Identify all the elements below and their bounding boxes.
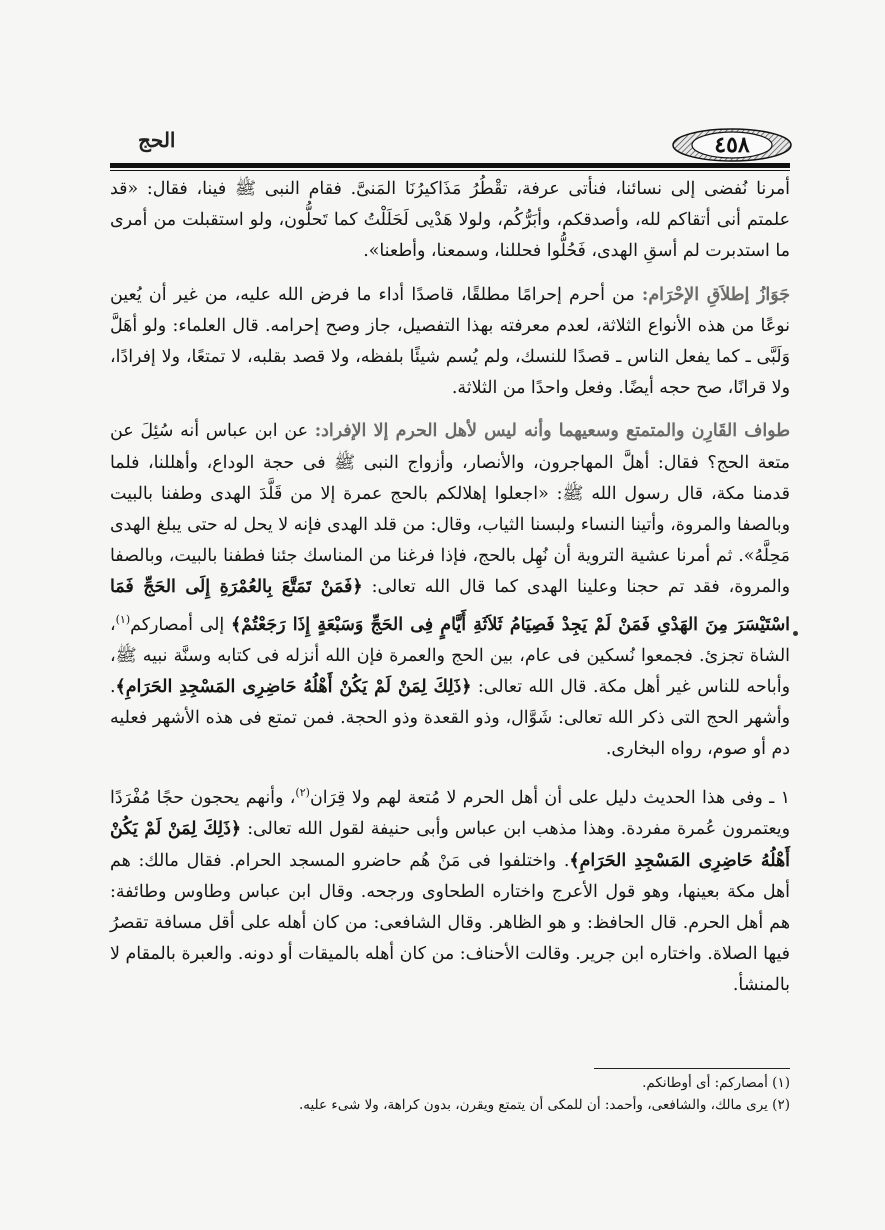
paragraph-2-text: من أحرم إحرامًا مطلقًا، قاصدًا أداء ما فرض الله عليه، من غير أن يُعين نوعًا من هذه الأنواع الثلاثة، لعدم معرفته بهذا التفصيل، جاز وصح إحرامه. قال العلماء: ولو أهَلَّ وَلَبَّى ـ كما يفعل الناس ـ قصدًا للنسك، ولم يُسم شيئًا بلفظه، ولا قصد بقلبه، لا تمتعًا، ولا إفرادًا، ولا قرانًا، صح حجه أيضًا. وفعل واحدًا من الثلاثة. — [110, 284, 790, 399]
paragraph-3-text-c: ، الشاة تجزئ. فجمعوا نُسكين فى عام، بين الحج والعمرة فإن الله أنزله فى كتابه وسنَّة نبيه ﷺ، وأباحه للناس غير أهل مكة. قال الله تعالى: — [110, 614, 790, 697]
paragraph-4-text-c: . واختلفوا فى مَنْ هُم حاضرو المسجد الحرام. فقال مالك: هم أهل مكة بعينها، وهو قول الأعرج واختاره الطحاوى ورجحه. وقال ابن عباس وطاوس وطائفة: هم أهل الحرم. قال الحافظ: و هو الظاهر. وقال الشافعى: من كان أهله على أقل مسافة تقصرُ فيها الصلاة. واختاره ابن جرير. وقالت الأحناف: من كان أهله بالميقات أو دونه. والعبرة بالمقام لا بالمنشأ. — [110, 850, 790, 996]
paragraph-4-text-b: ، وأنهم يحجون حجًا مُفْرَدًا ويعتمرون عُمرة مفردة. وهذا مذهب ابن عباس وأبى حنيفة لقول الله تعالى: — [110, 788, 790, 840]
header-rule-thin — [110, 170, 790, 171]
quran-verse-3: ﴿ذَلِكَ لِمَنْ لَمْ يَكُنْ أَهْلُهُ حَاضِرِى المَسْجِدِ الحَرَامِ﴾ — [110, 819, 790, 871]
paragraph-3-text-d: . وأشهر الحج التى ذكر الله تعالى: شَوَّال، وذو القعدة وذو الحجة. فمن تمتع فى هذه الأشهر فعليه دم أو صوم، رواه البخارى. — [110, 676, 790, 760]
paragraph-4-text-a: ١ ـ وفى هذا الحديث دليل على أن أهل الحرم لا مُتعة لهم ولا قِرَان — [309, 788, 790, 809]
page-number: ٤٥٨ — [714, 132, 750, 158]
section-heading-ihram: جَوَازُ إطلاَقِ الإحْرَام: — [641, 284, 790, 305]
paragraph-1 — [110, 174, 790, 268]
quran-verse-2: ﴿ذَلِكَ لِمَنْ لَمْ يَكُنْ أَهْلُهُ حَاضِرِى المَسْجِدِ الحَرَامِ﴾ — [115, 676, 472, 697]
margin-dot-icon — [793, 631, 798, 636]
footnote-2: (٢) يرى مالك، والشافعى، وأحمد: أن للمكى أن يتمتع ويقرن، بدون كراهة، ولا شىء عليه. — [298, 1097, 790, 1113]
footnote-ref-2: (٢) — [295, 786, 310, 800]
main-text — [110, 174, 790, 1014]
page-number-badge — [672, 128, 792, 162]
paragraph-1-text: أمرنا نُفضى إلى نسائنا، فنأتى عرفة، تقْطُرُ مَذَاكيرُنَا المَنىَّ. فقام النبى ﷺ فينا، فقال: «قد علمتم أنى أتقاكم لله، وأصدقكم، وأبَرُّكُم، ولولا هَدْيى لَحَلَلْتُ كما تَحلُّون، ولو استقبلت من أمرى ما استدبرت لم أسقِ الهدى، فَحُلُّوا فحللنا، وسمعنا، وأطعنا». — [110, 179, 790, 262]
section-heading-qiran: طواف القَارِن والمتمتع وسعيهما وأنه ليس لأهل الحرم إلا الإفراد: — [314, 421, 790, 442]
paragraph-3 — [110, 416, 790, 765]
quran-verse-1: ﴿فَمَنْ تَمَتَّعَ بِالعُمْرَةِ إِلَى الحَجِّ فَمَا اسْتَيْسَرَ مِنَ الهَدْىِ فَمَنْ لَمْ يَجِدْ فَصِيَامُ ثَلاَثَةِ أَيَّامٍ فِى الحَجِّ وَسَبْعَةٍ إِذَا رَجَعْتُمْ﴾ — [110, 577, 790, 635]
footnote-separator — [594, 1068, 790, 1069]
footnote-1: (١) أمصاركم: أى أوطانكم. — [642, 1075, 790, 1091]
paragraph-4 — [110, 777, 790, 1001]
running-title: الحج — [138, 128, 176, 152]
paragraph-3-text-a: عن ابن عباس أنه سُئِلَ عن متعة الحج؟ فقال: أهلَّ المهاجرون، والأنصار، وأزواج النبى ﷺ فى حجة الوداع، وأهللنا، فلما قدمنا مكة، قال رسول الله ﷺ: «اجعلوا إهلالكم بالحج عمرة إلا من قَلَّدَ الهدى وطفنا بالبيت وبالصفا والمروة، وأتينا النساء ولبسنا الثياب، وقال: من قلد الهدى فإنه لا يحل له حتى يبلغ الهدى مَحِلَّهُ». ثم أمرنا عشية التروية أن نُهِل بالحج، فإذا فرغنا من المناسك جئنا فطفنا بالبيت، وبالصفا والمروة، فقد تم حجنا وعلينا الهدى كما قال الله تعالى: — [110, 421, 790, 598]
paragraph-2 — [110, 280, 790, 405]
footnote-ref-1: (١) — [115, 612, 131, 626]
header-rule — [110, 163, 790, 168]
paragraph-3-text-b: إلى أمصاركم — [130, 614, 231, 635]
footnotes — [110, 1072, 790, 1116]
